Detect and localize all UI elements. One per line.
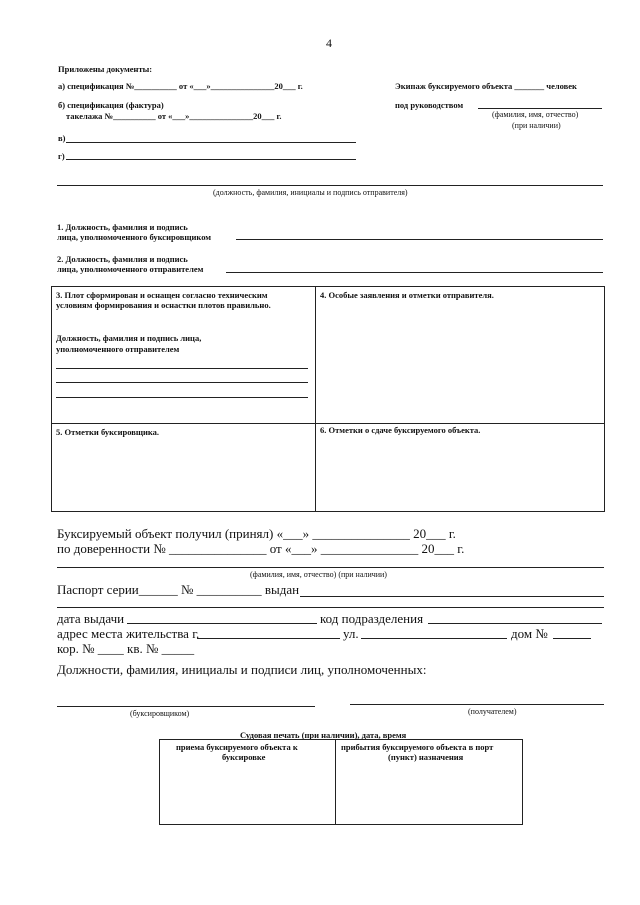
- issue-date-label: дата выдачи: [57, 611, 125, 626]
- division-code-line[interactable]: [428, 623, 602, 624]
- passport-line: Паспорт серии______ № __________ выдан: [57, 582, 300, 597]
- division-code-label: код подразделения: [320, 611, 424, 626]
- item1-line2: лица, уполномоченного буксировщиком: [57, 232, 212, 242]
- street-line[interactable]: [361, 638, 507, 639]
- seal-col2-line2: (пункт) назначения: [388, 752, 464, 762]
- sender-sign-line[interactable]: [57, 185, 603, 186]
- seal-table-title: Судовая печать (при наличии), дата, время: [240, 730, 407, 740]
- box3-line2: условиям формирования и оснастки плотов правильно.: [56, 300, 271, 310]
- seal-col2-line1: прибытия буксируемого объекта в порт: [341, 742, 494, 752]
- crew-leader-line[interactable]: [478, 108, 602, 109]
- passport-issued-by-line-2[interactable]: [57, 607, 604, 608]
- house-line[interactable]: [553, 638, 591, 639]
- street-label: ул.: [343, 626, 359, 641]
- box3-sign-line-2[interactable]: [56, 382, 308, 383]
- crew-leader-note2: (при наличии): [512, 121, 561, 130]
- sender-sign-caption: (должность, фамилия, инициалы и подпись отправителя): [213, 188, 408, 197]
- item2-line2: лица, уполномоченного отправителем: [57, 264, 204, 274]
- received-line1: Буксируемый объект получил (принял) «___» _______________ 20___ г.: [57, 526, 456, 541]
- seal-col1-line1: приема буксируемого объекта к: [176, 742, 298, 752]
- item2-sign-line[interactable]: [226, 272, 603, 273]
- positions-heading: Должности, фамилия, инициалы и подписи лиц, уполномоченных:: [57, 662, 427, 677]
- crew-line: Экипаж буксируемого объекта _______ человек: [395, 81, 577, 91]
- item1-sign-line[interactable]: [236, 239, 603, 240]
- tug-sign-line[interactable]: [57, 706, 315, 707]
- remarks-grid: [51, 286, 605, 512]
- crew-leader-note1: (фамилия, имя, отчество): [492, 110, 579, 119]
- item1-line1: 1. Должность, фамилия и подпись: [57, 222, 188, 232]
- attached-v-line[interactable]: [66, 142, 356, 143]
- attached-b1: б) спецификация (фактура): [58, 100, 164, 110]
- address-city-label: адрес места жительства г.: [57, 626, 200, 641]
- tug-caption: (буксировщиком): [130, 709, 190, 718]
- box3-sign-line-3[interactable]: [56, 397, 308, 398]
- box3-line4: уполномоченного отправителем: [56, 344, 180, 354]
- remarks-grid-hdivider: [51, 423, 605, 424]
- attached-g: г): [58, 151, 65, 161]
- address-city-line[interactable]: [197, 638, 340, 639]
- passport-issued-by-line[interactable]: [300, 596, 604, 597]
- attached-a: а) спецификация №__________ от «___»_______________20___ г.: [58, 81, 303, 91]
- crew-leader: под руководством: [395, 100, 464, 110]
- receiver-fio-caption: (фамилия, имя, отчество) (при наличии): [250, 570, 387, 579]
- apartment-line: кор. № ____ кв. № _____: [57, 641, 195, 656]
- seal-col1-line2: буксировке: [222, 752, 266, 762]
- box3-line3: Должность, фамилия и подпись лица,: [56, 333, 202, 343]
- attached-b2: такелажа №__________ от «___»_______________20___ г.: [66, 111, 282, 121]
- box3-sign-line-1[interactable]: [56, 368, 308, 369]
- attached-v: в): [58, 133, 66, 143]
- receiver-sign-line[interactable]: [350, 704, 604, 705]
- attached-g-line[interactable]: [66, 159, 356, 160]
- page-number: 4: [326, 36, 332, 50]
- box6-label: 6. Отметки о сдаче буксируемого объекта.: [320, 425, 481, 435]
- box5-label: 5. Отметки буксировщика.: [56, 427, 160, 437]
- item2-line1: 2. Должность, фамилия и подпись: [57, 254, 188, 264]
- house-label: дом №: [511, 626, 548, 641]
- issue-date-line[interactable]: [127, 623, 317, 624]
- receiver-fio-line[interactable]: [57, 567, 604, 568]
- attached-heading: Приложены документы:: [58, 64, 153, 74]
- remarks-grid-vdivider: [315, 286, 316, 512]
- box4-label: 4. Особые заявления и отметки отправителя.: [320, 290, 494, 300]
- seal-table-divider: [335, 739, 336, 825]
- received-line2: по доверенности № _______________ от «___» _______________ 20___ г.: [57, 541, 465, 556]
- receiver-caption: (получателем): [468, 707, 517, 716]
- box3-line1: 3. Плот сформирован и оснащен согласно техническим: [56, 290, 268, 300]
